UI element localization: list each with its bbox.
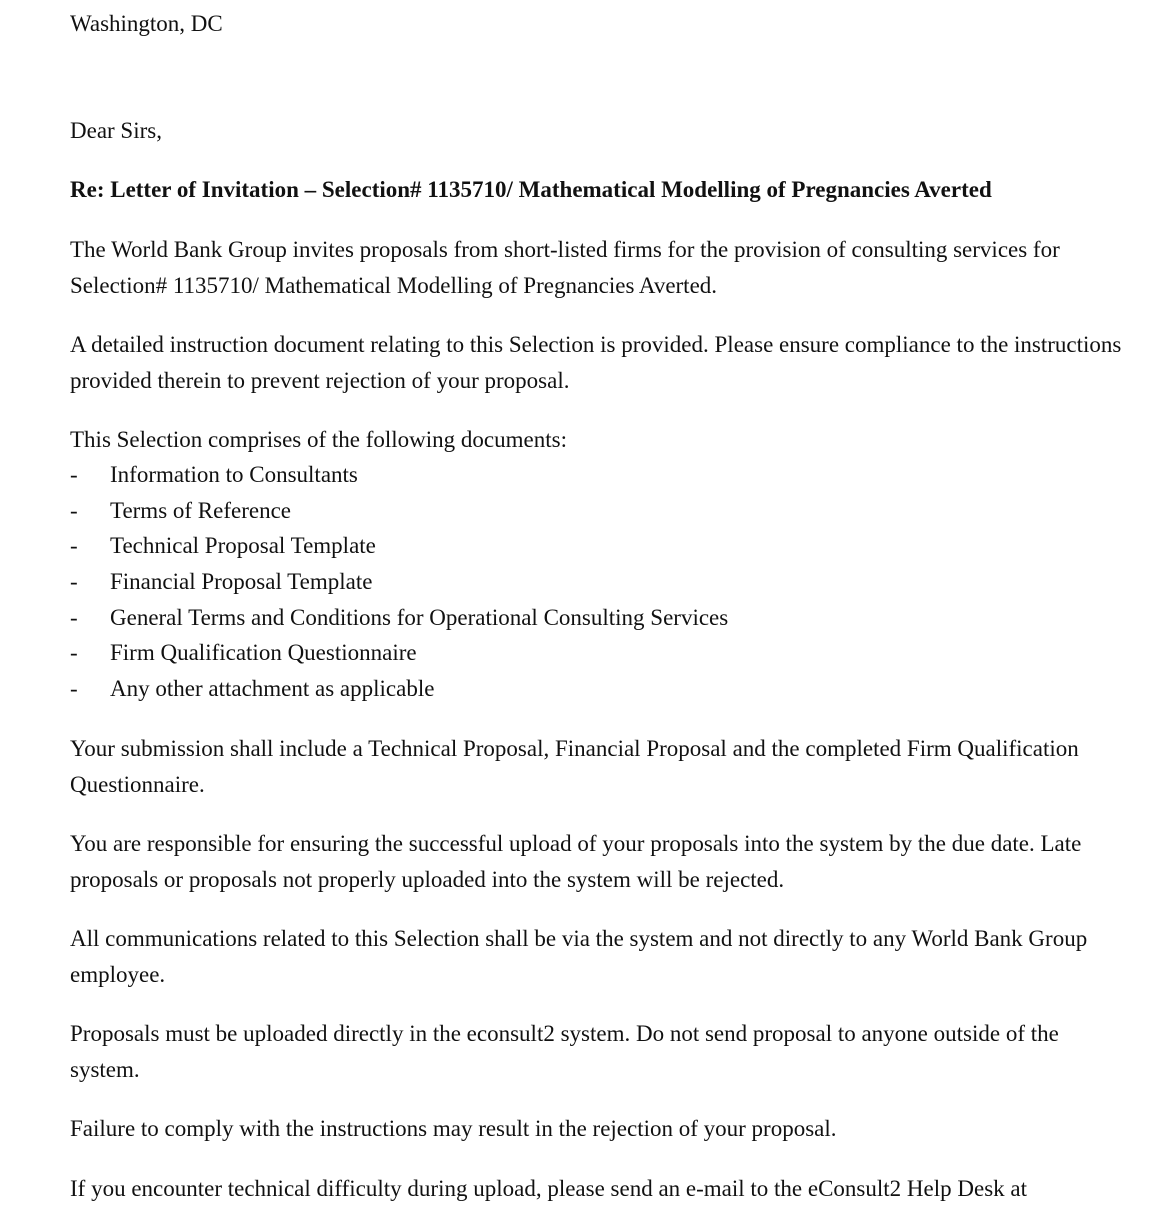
paragraph-communications: All communications related to this Selection shall be via the system and not directly to any World Bank Group employee. — [70, 926, 1088, 987]
paragraph-helpdesk: If you encounter technical difficulty during upload, please send an e-mail to the eConsult2 Help Desk at — [70, 1176, 1027, 1201]
paragraph-failure: Failure to comply with the instructions may result in the rejection of your proposal. — [70, 1116, 837, 1141]
paragraph-instruction: A detailed instruction document relating to this Selection is provided. Please ensure compliance to the instructions provided therein to prevent rejection of your proposal. — [70, 332, 1122, 393]
list-dash: - — [70, 676, 78, 702]
paragraph-invitation: The World Bank Group invites proposals from short-listed firms for the provision of consulting services for Selection# 1135710/ Mathematical Modelling of Pregnancies Averted. — [70, 237, 1060, 298]
paragraph-submission: Your submission shall include a Technical Proposal, Financial Proposal and the completed Firm Qualification Questionnaire. — [70, 736, 1079, 797]
list-dash: - — [70, 604, 78, 630]
salutation: Dear Sirs, — [70, 118, 162, 143]
list-dash: - — [70, 640, 78, 666]
paragraph-upload: Proposals must be uploaded directly in the econsult2 system. Do not send proposal to anyone outside of the system. — [70, 1021, 1059, 1082]
list-dash: - — [70, 497, 78, 523]
documents-intro: This Selection comprises of the following documents: — [70, 427, 567, 452]
subject-line: Re: Letter of Invitation – Selection# 1135710/ Mathematical Modelling of Pregnancies Averted — [70, 177, 992, 202]
list-dash: - — [70, 462, 78, 487]
list-dash: - — [70, 569, 78, 595]
address-line: Washington, DC — [70, 11, 223, 36]
paragraph-responsibility: You are responsible for ensuring the successful upload of your proposals into the system by the due date. Late proposals or proposals not properly uploaded into the system will be rejected. — [70, 831, 1082, 892]
list-dash: - — [70, 533, 78, 559]
